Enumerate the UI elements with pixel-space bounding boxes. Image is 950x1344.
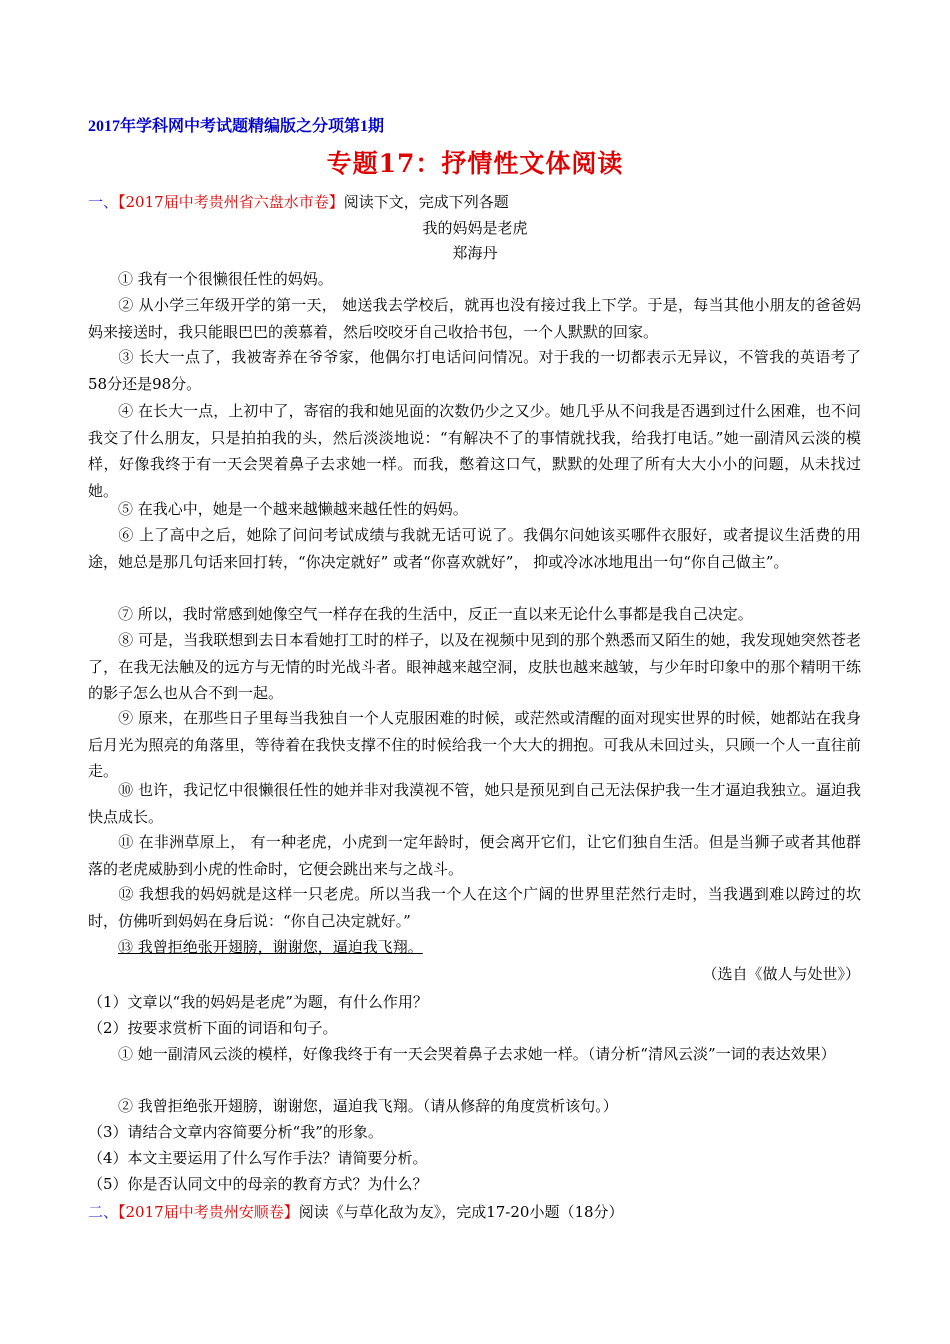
article-paragraph-5: ⑤ 在我心中，她是一个越来越懒越来越任性的妈妈。 (118, 500, 468, 518)
section1-number: 一、 (88, 193, 119, 211)
article-paragraph-8: ⑧ 可是，当我联想到去日本看她打工时的样子，以及在视频中见到的那个熟悉而又陌生的她，我发现她突然苍老了，在我无法触及的远方与无情的时光战斗者。眼神越来越空洞，皮肤也越来越皱，与少年时印象中的那个精明干练的影子怎么也从合不到一起。 (88, 631, 861, 702)
article-title: 我的妈妈是老虎 (422, 219, 528, 237)
article-paragraph-2: ② 从小学三年级开学的第一天， 她送我去学校后，就再也没有接过我上下学。于是，每当其他小朋友的爸爸妈妈来接送时，我只能眼巴巴的羡慕着，然后咬咬牙自己收拾书包，一个人默默的回家。 (88, 296, 861, 341)
article-paragraph-3: ③ 长大一点了，我被寄养在爷爷家，他偶尔打电话问问情况。对于我的一切都表示无异议，不管我的英语考了58分还是98分。 (88, 348, 861, 393)
article-author: 郑海丹 (452, 244, 498, 262)
article-paragraph-13: ⑬ 我曾拒绝张开翅膀，谢谢您，逼迫我飞翔。 (118, 938, 423, 956)
question-5: （5）你是否认同文中的母亲的教育方式？为什么？ (88, 1175, 428, 1193)
section1-source-tag: 【2017届中考贵州省六盘水市卷】 (118, 193, 344, 211)
article-paragraph-7: ⑦ 所以，我时常感到她像空气一样存在我的生活中，反正一直以来无论什么事都是我自己决定。 (118, 605, 753, 623)
article-paragraph-6: ⑥ 上了高中之后，她除了问问考试成绩与我就无话可说了。我偶尔问她该买哪件衣服好，或者提议生活费的用途，她总是那几句话来回打转，“你决定就好” 或者“你喜欢就好”， 抑或冷冰冰地甩出一句“你自己做主”。 (88, 526, 861, 571)
article-paragraph-12: ⑫ 我想我的妈妈就是这样一只老虎。所以当我一个人在这个广阔的世界里茫然行走时，当我遇到难以跨过的坎时，仿佛听到妈妈在身后说：“你自己决定就好。” (88, 885, 861, 930)
question-1: （1）文章以“我的妈妈是老虎”为题，有什么作用？ (88, 993, 428, 1011)
article-paragraph-4: ④ 在长大一点，上初中了，寄宿的我和她见面的次数仍少之又少。她几乎从不问我是否遇到过什么困难，也不问我交了什么朋友，只是拍拍我的头，然后淡淡地说：“有解决不了的事情就找我，给我打电话。”她一副清风云淡的模样，好像我终于有一天会哭着鼻子去求她一样。而我，憋着这口气，默默的处理了所有大大小小的问题，从未找过她。 (88, 402, 861, 500)
section1-instruction: 阅读下文，完成下列各题 (343, 193, 509, 211)
section2-instruction: 阅读《与草化敌为友》，完成17-20小题（18分） (298, 1203, 624, 1221)
section2-source-tag: 【2017届中考贵州安顺卷】 (118, 1203, 299, 1221)
question-2-item-1: ① 她一副清风云淡的模样，好像我终于有一天会哭着鼻子去求她一样。（请分析“清风云淡”一词的表达效果） (118, 1045, 836, 1063)
section2-heading (88, 1202, 624, 1222)
section1-heading (88, 192, 509, 212)
article-paragraph-1: ① 我有一个很懒很任性的妈妈。 (118, 270, 333, 288)
question-4: （4）本文主要运用了什么写作手法？请简要分析。 (88, 1149, 428, 1167)
question-2: （2）按要求赏析下面的词语和句子。 (88, 1019, 338, 1037)
article-paragraph-11: ⑪ 在非洲草原上， 有一种老虎，小虎到一定年龄时，便会离开它们，让它们独自生活。但是当狮子或者其他群落的老虎威胁到小虎的性命时，它便会跳出来与之战斗。 (88, 833, 861, 878)
series-title: 2017年学科网中考试题精编版之分项第1期 (88, 118, 385, 135)
source-note: （选自《做人与处世》） (702, 965, 860, 983)
article-paragraph-9: ⑨ 原来，在那些日子里每当我独自一个人克服困难的时候，或茫然或清醒的面对现实世界的时候，她都站在我身后月光为照亮的角落里，等待着在我快支撑不住的时候给我一个大大的拥抱。可我从未回过头，只顾一个人一直往前走。 (88, 709, 861, 780)
article-paragraph-10: ⑩ 也许，我记忆中很懒很任性的她并非对我漠视不管，她只是预见到自己无法保护我一生才逼迫我独立。逼迫我快点成长。 (88, 781, 861, 826)
main-title: 专题17：抒情性文体阅读 (326, 149, 624, 178)
question-2-item-2: ② 我曾拒绝张开翅膀，谢谢您，逼迫我飞翔。（请从修辞的角度赏析该句。） (118, 1097, 618, 1115)
question-3: （3）请结合文章内容简要分析“我”的形象。 (88, 1123, 383, 1141)
section2-number: 二、 (88, 1203, 119, 1221)
